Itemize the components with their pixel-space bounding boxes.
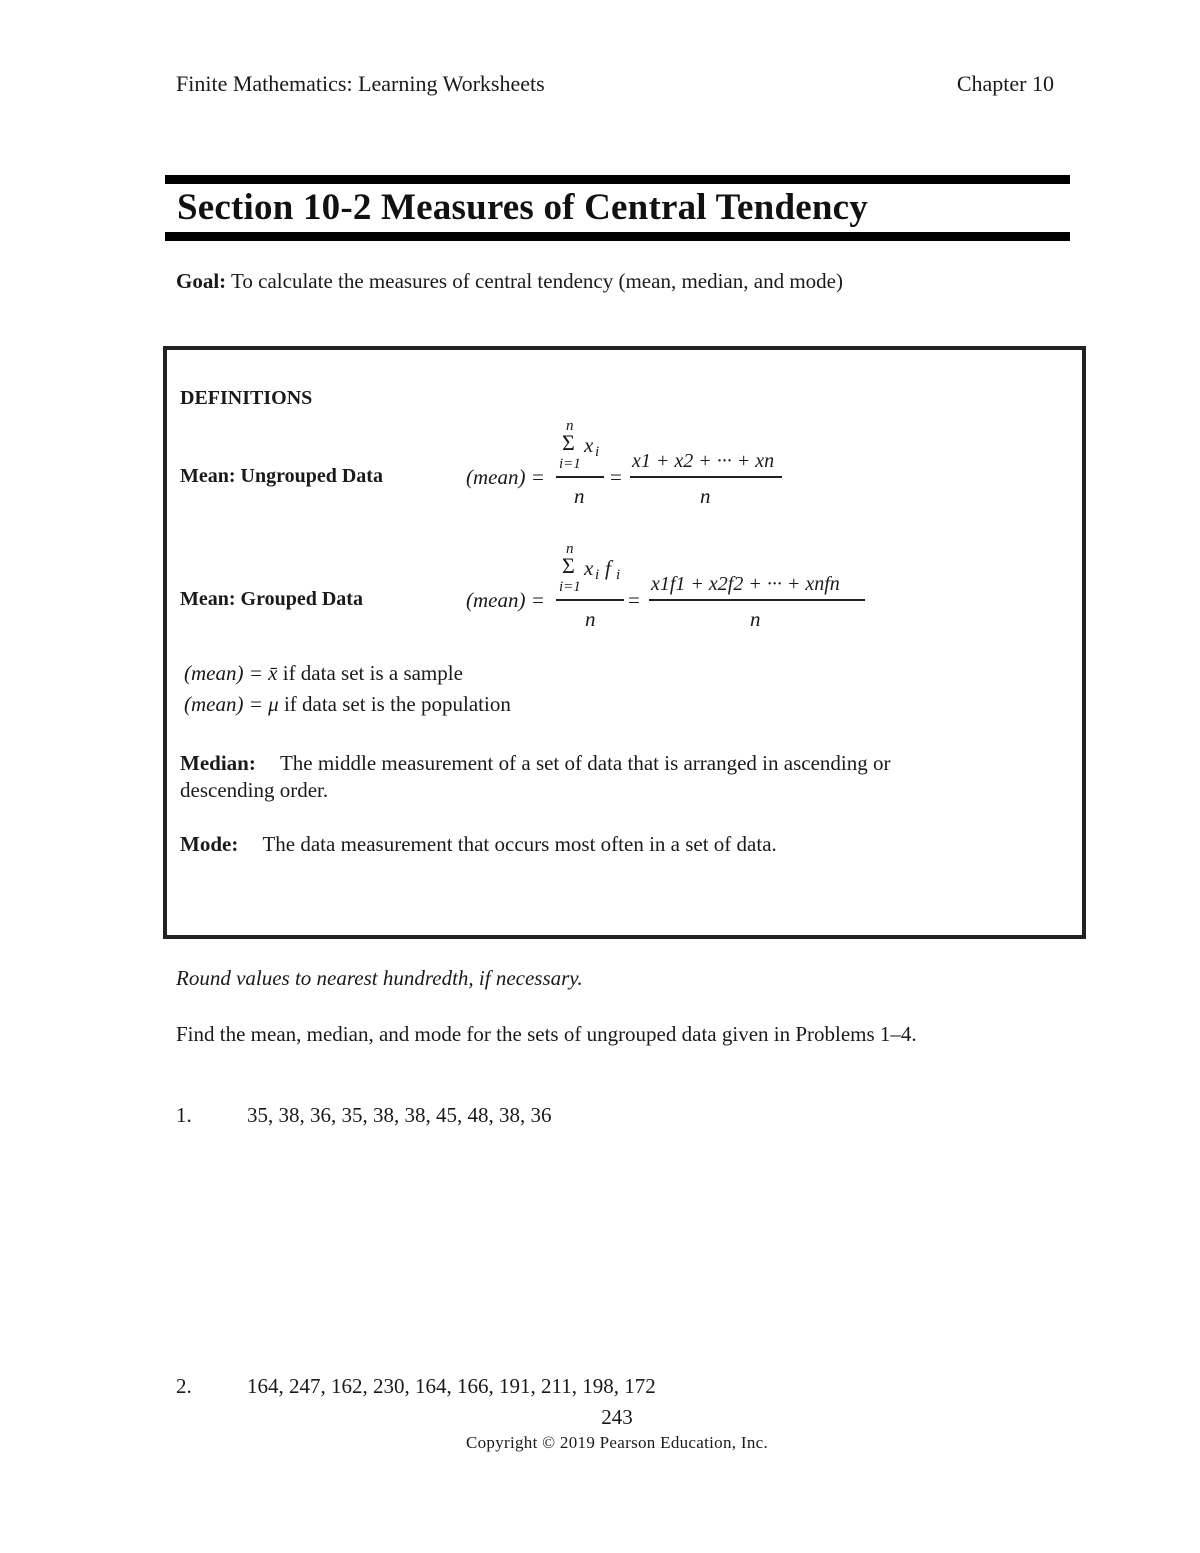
mean-grouped-sigma: Σ xyxy=(562,553,575,578)
problem-1-data: 35, 38, 36, 35, 38, 38, 45, 48, 38, 36 xyxy=(247,1103,552,1127)
title-rule-top xyxy=(165,175,1070,184)
mean-grouped-term-f: f xyxy=(605,556,611,580)
problem-2-data: 164, 247, 162, 230, 164, 166, 191, 211, 198, 172 xyxy=(247,1374,656,1398)
mean-grouped-denominator: n xyxy=(585,607,596,631)
population-mean-line xyxy=(184,692,511,717)
goal-label: Goal: xyxy=(176,269,227,293)
mean-grouped-sum-lower: i=1 xyxy=(559,579,581,595)
population-mean-lhs: (mean) = xyxy=(184,692,263,716)
mean-grouped-term-f-sub: i xyxy=(616,567,621,583)
mean-grouped-sum-upper: n xyxy=(566,541,574,557)
mode-text: The data measurement that occurs most often in a set of data. xyxy=(262,832,777,856)
goal-statement xyxy=(176,269,843,294)
mean-grouped-fraction-bar xyxy=(556,599,624,601)
definitions-heading: DEFINITIONS xyxy=(180,387,313,409)
problem-2-number: 2. xyxy=(176,1374,192,1398)
mean-ungrouped-expanded-denominator: n xyxy=(700,484,711,508)
mean-ungrouped-sum-upper: n xyxy=(566,418,574,434)
mean-grouped-term-x-sub: i xyxy=(595,567,600,583)
mean-grouped-expanded-bar xyxy=(649,599,865,601)
mean-ungrouped-lhs: (mean) = xyxy=(466,465,545,489)
median-label: Median: xyxy=(180,751,256,775)
median-text-line2: descending order. xyxy=(180,778,329,802)
sample-mean-text: if data set is a sample xyxy=(282,661,463,685)
mean-grouped-expanded-denominator: n xyxy=(750,607,761,631)
mean-grouped-lhs: (mean) = xyxy=(466,588,545,612)
sample-mean-line xyxy=(184,661,463,686)
population-mean-text: if data set is the population xyxy=(283,692,511,716)
running-header-chapter: Chapter 10 xyxy=(956,71,1054,96)
mean-ungrouped-label: Mean: Ungrouped Data xyxy=(180,465,383,487)
mode-label: Mode: xyxy=(180,832,239,856)
running-header-title: Finite Mathematics: Learning Worksheets xyxy=(176,71,545,96)
problem-instructions: Find the mean, median, and mode for the sets of ungrouped data given in Problems 1–4. xyxy=(176,1022,917,1046)
mean-ungrouped-denominator: n xyxy=(574,484,585,508)
title-rule-bottom xyxy=(165,232,1070,241)
mean-ungrouped-equals: = xyxy=(610,465,622,489)
median-text-line1: The middle measurement of a set of data that is arranged in ascending or xyxy=(279,751,891,775)
goal-text: To calculate the measures of central tendency (mean, median, and mode) xyxy=(231,269,843,293)
mean-ungrouped-expanded-numerator: x1 + x2 + ··· + xn xyxy=(632,450,775,472)
sample-mean-lhs: (mean) = xyxy=(184,661,263,685)
page-number: 243 xyxy=(601,1405,633,1429)
mode-definition xyxy=(180,832,777,857)
rounding-note: Round values to nearest hundredth, if necessary. xyxy=(176,966,583,990)
mean-grouped-equals: = xyxy=(628,588,640,612)
mean-ungrouped-fraction-bar xyxy=(556,476,604,478)
mean-grouped-expanded-numerator: x1f1 + x2f2 + ··· + xnfn xyxy=(651,573,840,595)
median-definition xyxy=(180,751,890,776)
mean-grouped-label: Mean: Grouped Data xyxy=(180,588,363,610)
copyright-notice: Copyright © 2019 Pearson Education, Inc. xyxy=(465,1433,769,1452)
mu-symbol: μ xyxy=(268,692,279,716)
mean-ungrouped-term-sub: i xyxy=(595,444,600,460)
mean-ungrouped-term: x xyxy=(584,433,594,457)
mean-ungrouped-expanded-bar xyxy=(630,476,782,478)
mean-ungrouped-sigma: Σ xyxy=(562,430,575,455)
section-title: Section 10-2 Measures of Central Tendency xyxy=(177,187,868,228)
problem-1-number: 1. xyxy=(176,1103,192,1127)
x-bar-symbol: x̄ xyxy=(268,661,278,685)
mean-grouped-term-x: x xyxy=(584,556,594,580)
mean-ungrouped-sum-lower: i=1 xyxy=(559,456,581,472)
